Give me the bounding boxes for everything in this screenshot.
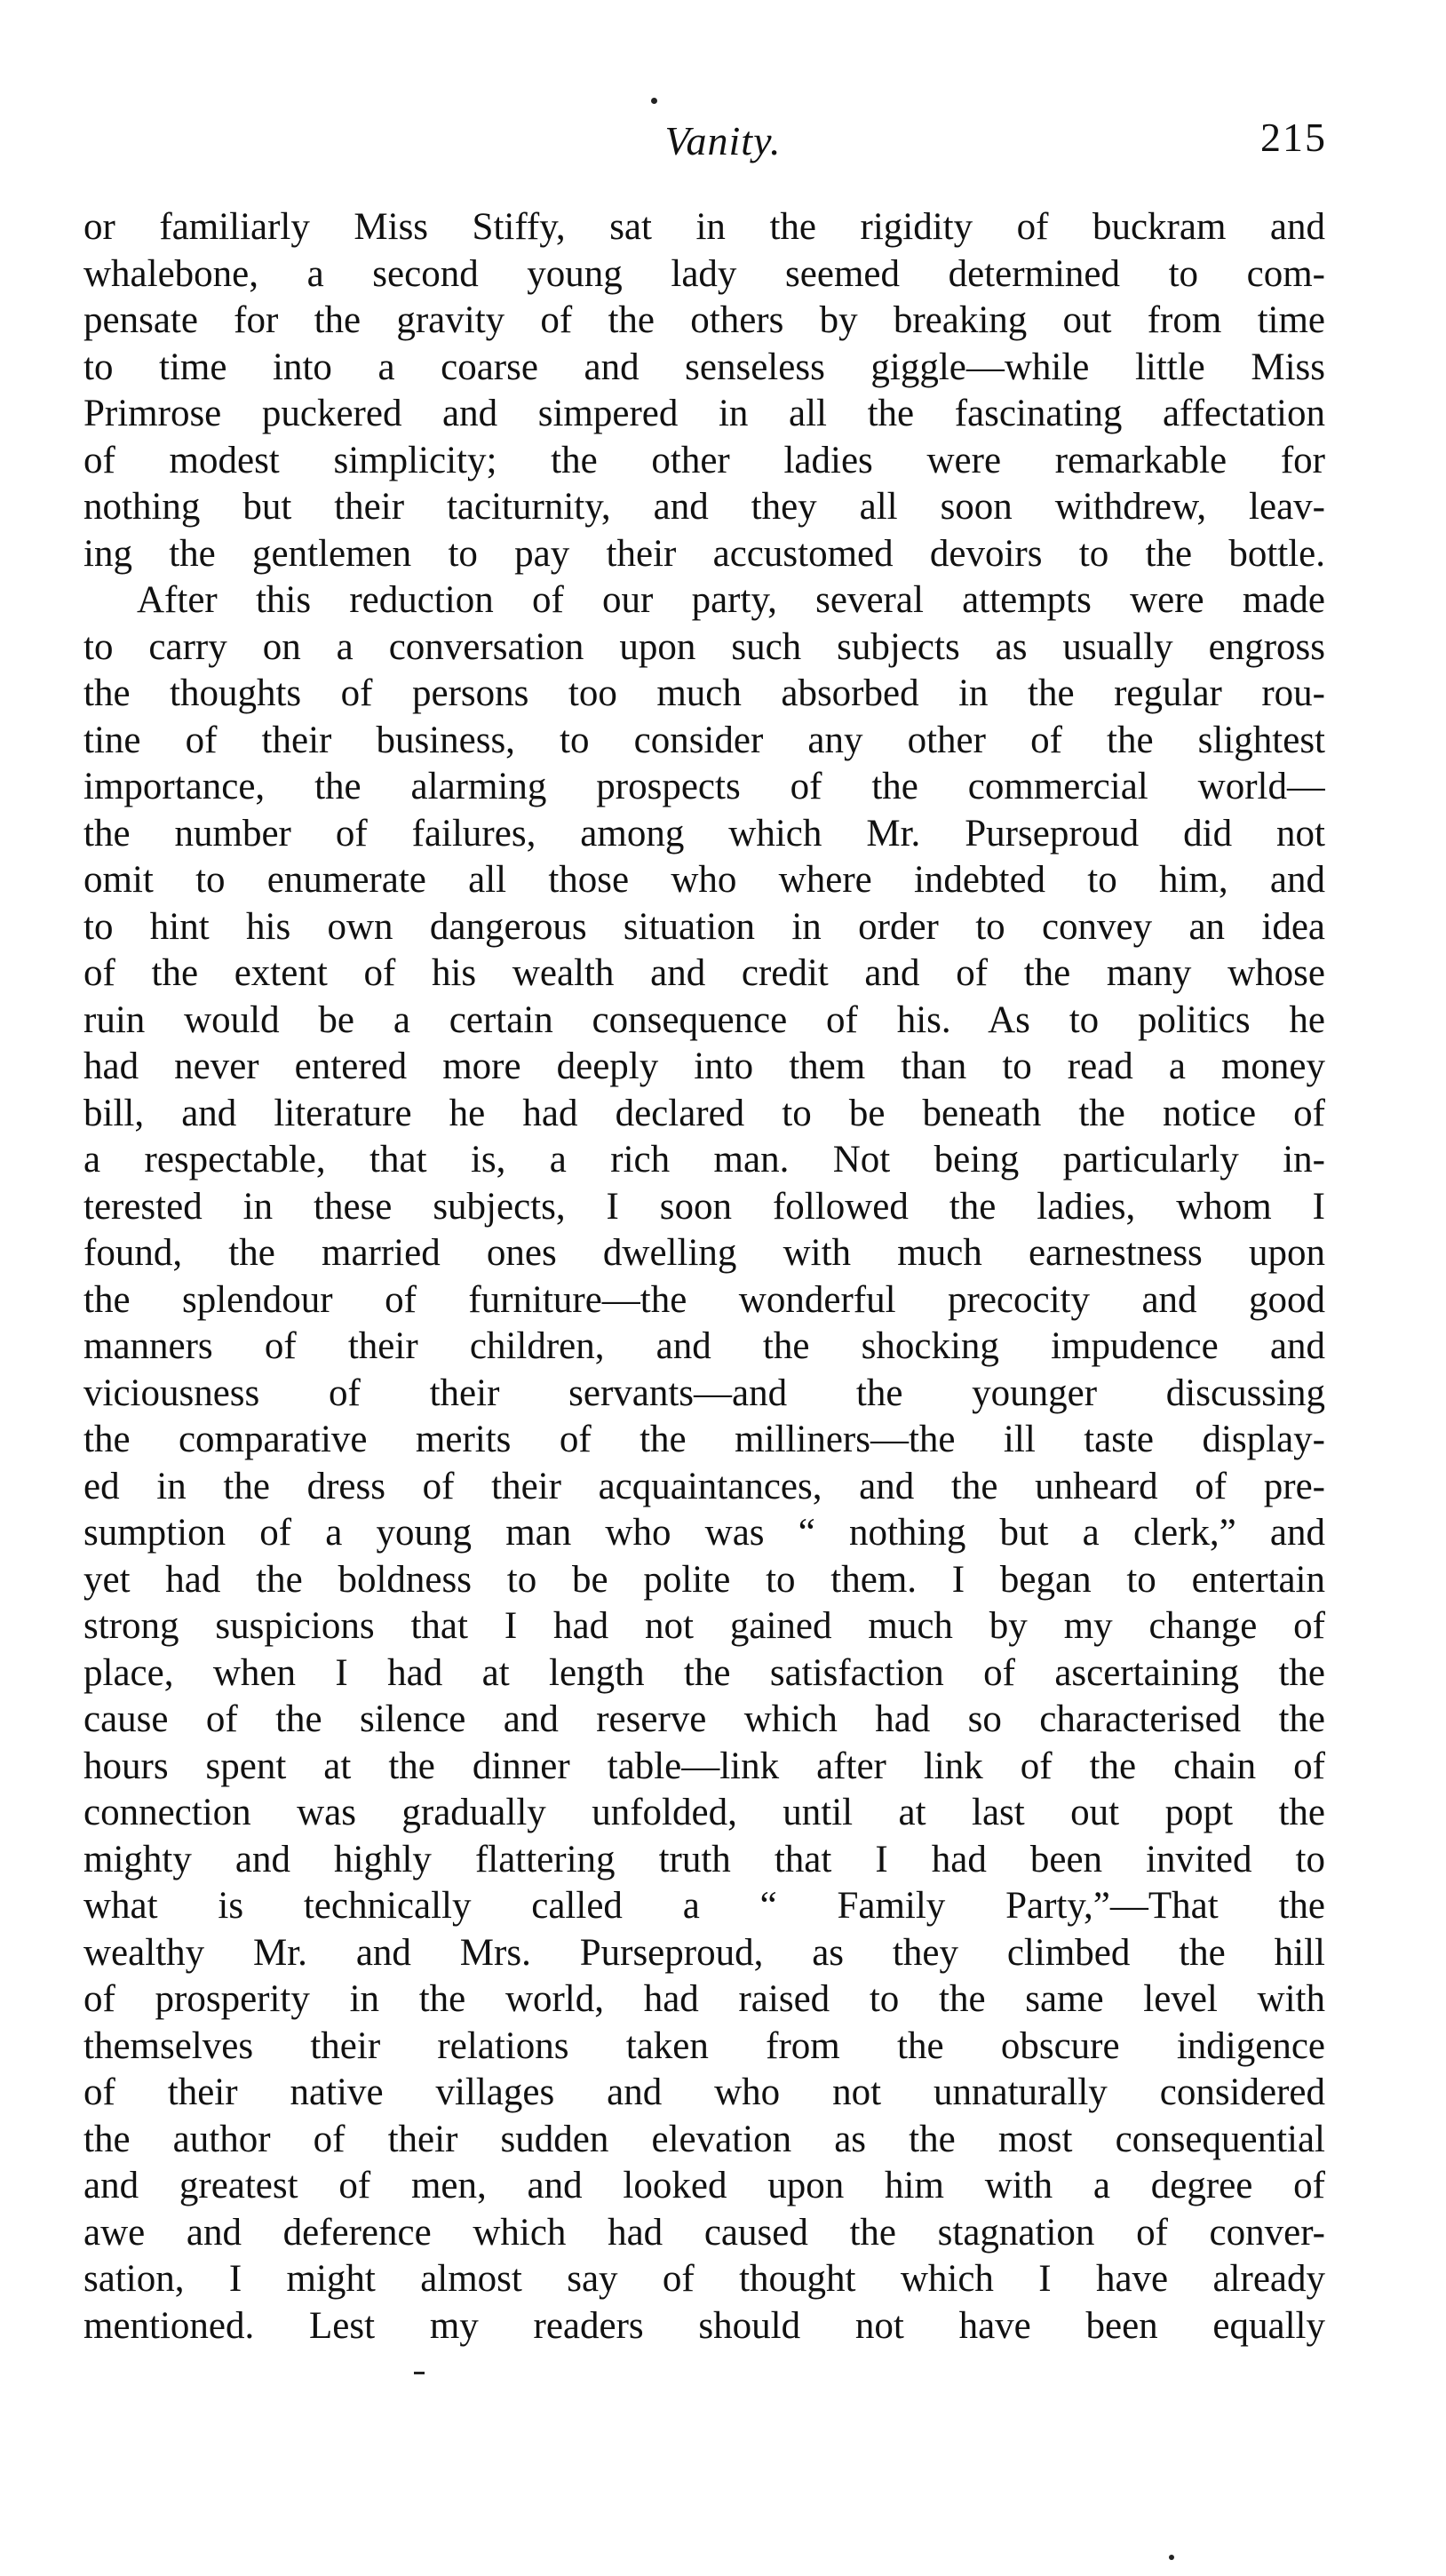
running-head <box>0 114 1446 167</box>
running-head-title: Vanity. <box>664 118 782 163</box>
text-line: importance, the alarming prospects of the commercial world— <box>83 766 1325 807</box>
text-line: the number of failures, among which Mr. Purseproud did not <box>83 812 1325 855</box>
text-line: had never entered more deeply into them than to read a money <box>83 1046 1325 1087</box>
body-text <box>83 204 1325 2349</box>
text-line: to time into a coarse and senseless giggle—while little Miss <box>83 346 1325 388</box>
text-line: to hint his own dangerous situation in order to convey an idea <box>83 905 1325 948</box>
text-line: omit to enumerate all those who where indebted to him, and <box>83 859 1325 901</box>
text-line: found, the married ones dwelling with much earnestness upon <box>83 1232 1325 1274</box>
paragraph-first-line: After this reduction of our party, several attempts were made <box>137 579 1325 621</box>
text-line: tine of their business, to consider any other of the slightest <box>83 719 1325 761</box>
ink-dash-mark <box>414 2372 425 2374</box>
text-line: connection was gradually unfolded, until at last out popt the <box>83 1792 1325 1833</box>
text-line: and greatest of men, and looked upon him with a degree of <box>83 2165 1325 2206</box>
text-line: Primrose puckered and simpered in all the fascinating affectation <box>83 393 1325 434</box>
text-line: of prosperity in the world, had raised to the same level with <box>83 1978 1325 2020</box>
text-line: mentioned. Lest my readers should not have been equally <box>83 2304 1325 2347</box>
text-line: viciousness of their servants—and the younger discussing <box>83 1371 1325 1414</box>
text-line: awe and deference which had caused the stagnation of conver- <box>83 2211 1325 2254</box>
text-line: yet had the boldness to be polite to them. I began to entertain <box>83 1558 1325 1601</box>
text-line: sumption of a young man who was “ nothing but a clerk,” and <box>83 1512 1325 1554</box>
text-line: ed in the dress of their acquaintances, and the unheard of pre- <box>83 1465 1325 1507</box>
text-line: of the extent of his wealth and credit and of the many whose <box>83 952 1325 994</box>
text-line: cause of the silence and reserve which had so characterised the <box>83 1698 1325 1740</box>
text-line: place, when I had at length the satisfaction of ascertaining the <box>83 1651 1325 1694</box>
text-line: manners of their children, and the shocking impudence and <box>83 1325 1325 1367</box>
text-line: sation, I might almost say of thought which I have already <box>83 2258 1325 2300</box>
text-line: whalebone, a second young lady seemed determined to com- <box>83 252 1325 295</box>
text-line: the comparative merits of the milliners—the ill taste display- <box>83 1419 1325 1460</box>
text-line: ing the gentlemen to pay their accustomed devoirs to the bottle. <box>83 532 1325 575</box>
text-line: a respectable, that is, a rich man. Not being particularly in- <box>83 1139 1325 1181</box>
text-line: bill, and literature he had declared to be beneath the notice of <box>83 1092 1325 1134</box>
text-line: pensate for the gravity of the others by breaking out from time <box>83 299 1325 341</box>
text-line: hours spent at the dinner table—link after link of the chain of <box>83 1745 1325 1787</box>
text-line: terested in these subjects, I soon followed the ladies, whom I <box>83 1185 1325 1228</box>
text-line: nothing but their taciturnity, and they all soon withdrew, leav- <box>83 486 1325 528</box>
text-line: mighty and highly flattering truth that I had been invited to <box>83 1838 1325 1880</box>
page-number: 215 <box>1260 115 1327 160</box>
text-line: to carry on a conversation upon such subjects as usually engross <box>83 625 1325 668</box>
text-line: what is technically called a “ Family Party,”—That the <box>83 1885 1325 1927</box>
text-line: wealthy Mr. and Mrs. Purseproud, as they climbed the hill <box>83 1931 1325 1974</box>
text-line: of modest simplicity; the other ladies were remarkable for <box>83 439 1325 481</box>
text-line: the splendour of furniture—the wonderful precocity and good <box>83 1278 1325 1321</box>
text-line: ruin would be a certain consequence of his. As to politics he <box>83 998 1325 1041</box>
ink-speck-top <box>651 98 657 104</box>
text-line: the author of their sudden elevation as the most consequential <box>83 2118 1325 2160</box>
text-line: of their native villages and who not unnaturally considered <box>83 2071 1325 2113</box>
text-line: the thoughts of persons too much absorbed in the regular rou- <box>83 672 1325 714</box>
text-line: strong suspicions that I had not gained much by my change of <box>83 1605 1325 1647</box>
text-line: or familiarly Miss Stiffy, sat in the rigidity of buckram and <box>83 206 1325 248</box>
text-line: themselves their relations taken from the obscure indigence <box>83 2024 1325 2067</box>
ink-speck-bottom <box>1169 2555 1174 2560</box>
